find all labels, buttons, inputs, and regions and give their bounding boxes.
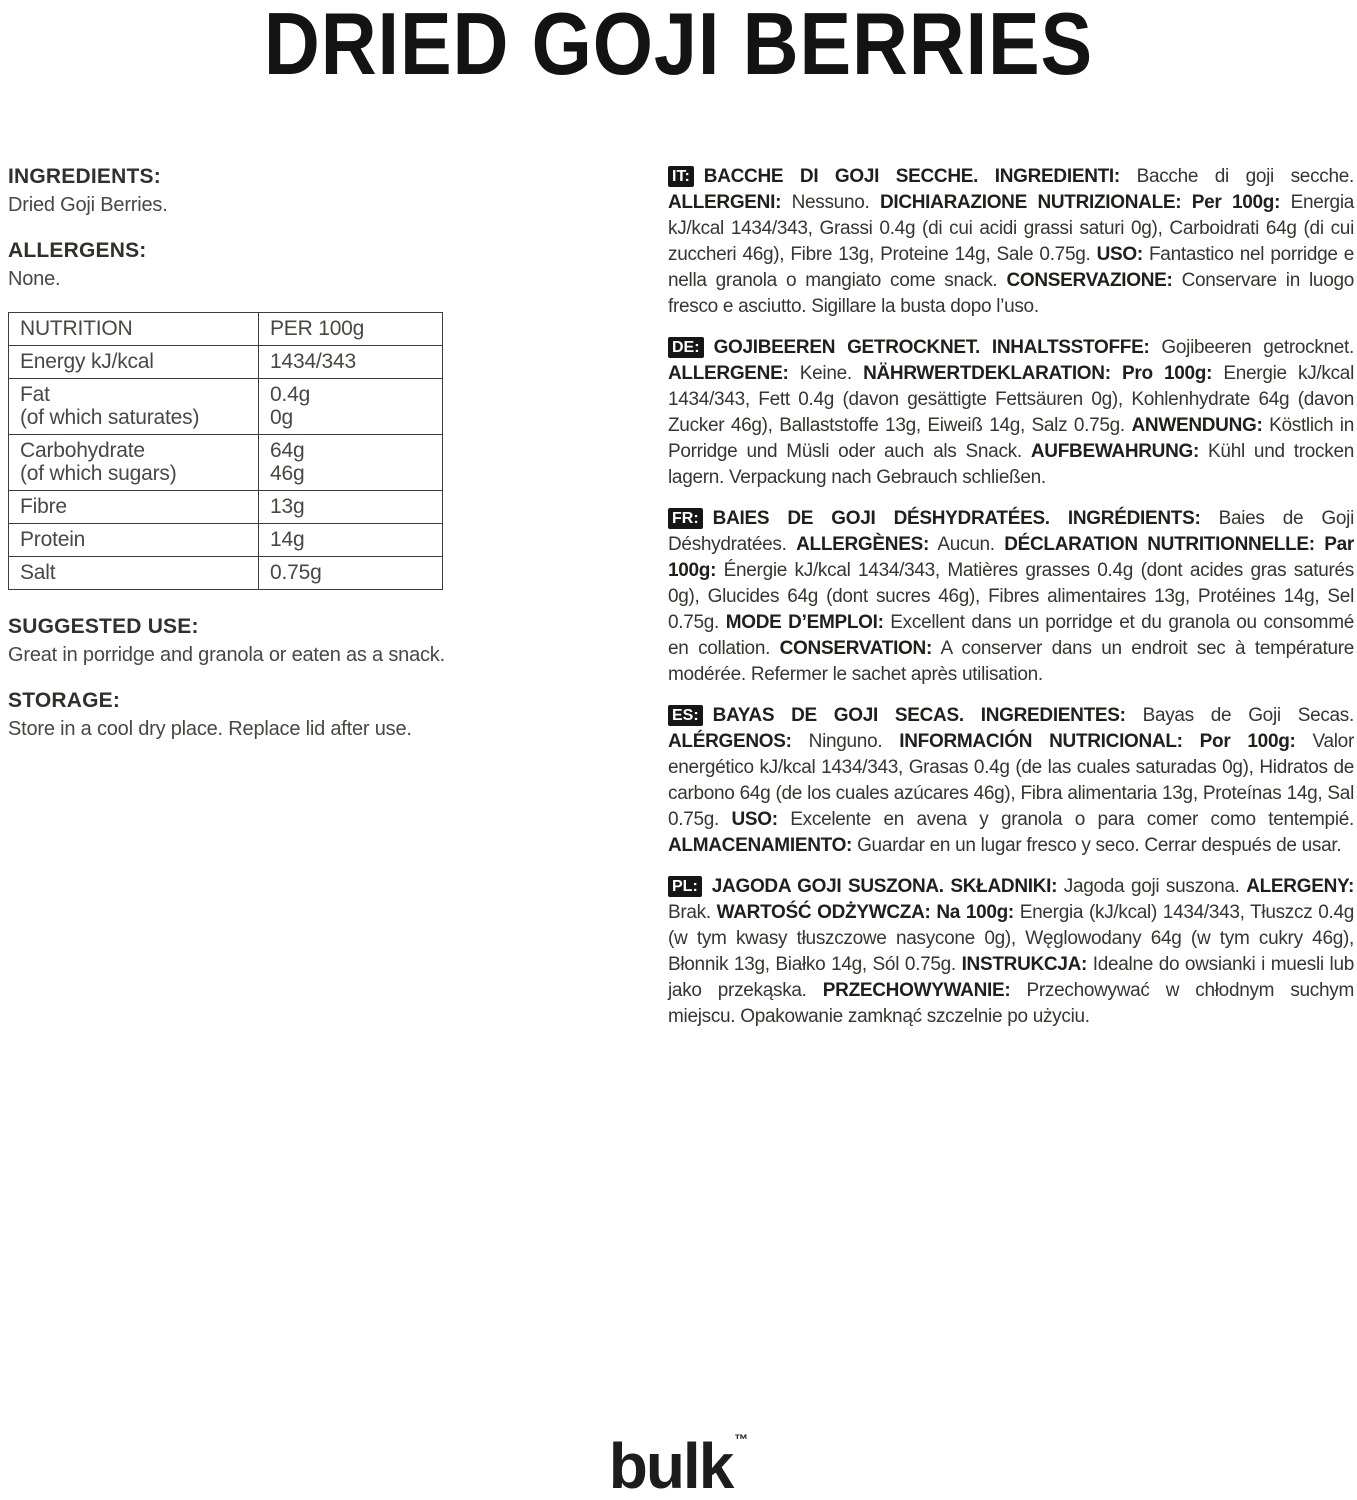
nutrition-row <box>9 379 443 435</box>
text-segment: A conserver dans un endroit sec à température modérée. Refermer le sachet après utilisation. <box>668 638 1355 685</box>
storage-text: Store in a cool dry place. Replace lid after use. <box>8 718 412 740</box>
text-segment: Brak. <box>668 902 717 923</box>
nutrition-row-label: Protein <box>9 524 259 557</box>
suggested-use-section <box>8 614 528 668</box>
text-segment: Bacche di goji secche. <box>1119 166 1354 187</box>
nutrition-row-label: Fibre <box>9 491 259 524</box>
lang-paragraph-pl <box>668 874 1354 1030</box>
bulk-logo-text: bulk <box>608 1430 733 1500</box>
text-segment: Aucun. <box>928 534 1005 555</box>
lang-paragraph-es <box>668 703 1354 859</box>
bold-segment: USO: <box>731 809 778 830</box>
nutrition-row-value: 64g 46g <box>259 435 443 491</box>
bold-segment: PRZECHOWYWANIE: <box>822 980 1011 1001</box>
nutrition-header-label: NUTRITION <box>9 313 259 346</box>
ingredients-section <box>8 164 528 218</box>
text-segment: Köstlich in Porridge und Müsli oder auch als Snack. <box>668 415 1354 462</box>
text-segment: Keine. <box>788 363 864 384</box>
bold-segment: ALLERGENI: <box>668 192 782 213</box>
bold-segment: ALLERGENE: <box>668 363 789 384</box>
text-segment: Jagoda goji suszona. <box>1057 876 1247 897</box>
bold-segment: DÉCLARATION NUTRITIONNELLE: Par 100g: <box>668 534 1354 581</box>
text-segment: Przechowywać w chłodnym suchym miejscu. Opakowanie zamknąć szczelnie po użyciu. <box>668 980 1354 1027</box>
suggested-use-heading: SUGGESTED USE: <box>8 615 199 638</box>
suggested-use-text: Great in porridge and granola or eaten as a snack. <box>8 644 445 666</box>
text-segment: Excellent dans un porridge et du granola ou consommé en collation. <box>668 612 1354 659</box>
text-segment: Énergie kJ/kcal 1434/343, Matières grasses 0.4g (dont acides gras saturés 0g), Glucides 64g (dont sucres 46g), Fibres alimentaires 13g, Protéines 14g, Sel 0.75g. <box>668 560 1354 633</box>
nutrition-table-body <box>9 346 443 590</box>
bold-segment: ALLERGÈNES: <box>796 534 929 555</box>
nutrition-row-label: Salt <box>9 557 259 590</box>
bold-segment: ALÉRGENOS: <box>668 731 792 752</box>
lang-badge-fr: FR: <box>668 508 703 529</box>
nutrition-row-value: 0.4g 0g <box>259 379 443 435</box>
storage-section <box>8 688 528 742</box>
left-column <box>8 164 528 762</box>
nutrition-header-row <box>9 313 443 346</box>
text-segment: Kühl und trocken lagern. Verpackung nach Gebrauch schließen. <box>668 441 1354 488</box>
nutrition-row <box>9 524 443 557</box>
text-segment: Conservare in luogo fresco e asciutto. Sigillare la busta dopo l’uso. <box>668 270 1355 317</box>
text-segment: Idealne do owsianki i muesli lub jako przekąska. <box>668 954 1354 1001</box>
storage-heading: STORAGE: <box>8 689 121 712</box>
right-column <box>668 164 1354 1045</box>
footer <box>0 1432 1357 1498</box>
nutrition-row-label: Energy kJ/kcal <box>9 346 259 379</box>
nutrition-row-value: 0.75g <box>259 557 443 590</box>
text-segment: Gojibeeren getrocknet. <box>1149 337 1355 358</box>
text-segment: Baies de Goji Déshydratées. <box>668 508 1354 555</box>
nutrition-row-value: 13g <box>259 491 443 524</box>
text-segment: Excelente en avena y granola o para comer como tentempié. <box>777 809 1354 830</box>
allergens-section <box>8 238 528 292</box>
bold-segment: AUFBEWAHRUNG: <box>1030 441 1200 462</box>
ingredients-text: Dried Goji Berries. <box>8 194 168 216</box>
bold-segment: MODE D’EMPLOI: <box>725 612 884 633</box>
nutrition-row-label: Fat (of which saturates) <box>9 379 259 435</box>
lang-badge-pl: PL: <box>668 876 702 897</box>
bulk-logo <box>609 1432 749 1498</box>
lang-badge-es: ES: <box>668 705 703 726</box>
lang-paragraph-it <box>668 164 1354 320</box>
nutrition-table <box>8 312 443 590</box>
bold-segment: GOJIBEEREN GETROCKNET. INHALTSSTOFFE: <box>713 337 1150 358</box>
lang-paragraph-de <box>668 335 1354 491</box>
bold-segment: ALERGENY: <box>1246 876 1354 897</box>
text-segment: Bayas de Goji Secas. <box>1125 705 1354 726</box>
nutrition-row <box>9 346 443 379</box>
nutrition-row <box>9 491 443 524</box>
text-segment: Guardar en un lugar fresco y seco. Cerrar después de usar. <box>852 835 1342 856</box>
bold-segment: JAGODA GOJI SUSZONA. SKŁADNIKI: <box>711 876 1058 897</box>
text-segment: Energie kJ/kcal 1434/343, Fett 0.4g (davon gesättigte Fettsäuren 0g), Kohlenhydrate 64g (davon Zucker 46g), Ballaststoffe 13g, Eiweiß 14g, Salz 0.75g. <box>668 363 1354 436</box>
nutrition-row-value: 14g <box>259 524 443 557</box>
bold-segment: WARTOŚĆ ODŻYWCZA: Na 100g: <box>716 902 1014 923</box>
bold-segment: ANWENDUNG: <box>1131 415 1263 436</box>
bold-segment: CONSERVATION: <box>779 638 932 659</box>
text-segment: Energia (kJ/kcal) 1434/343, Tłuszcz 0.4g (w tym kwasy tłuszczowe nasycone 0g), Węglowodany 64g (w tym cukry 46g), Błonnik 13g, Białko 14g, Sól 0.75g. <box>668 902 1354 975</box>
product-title: DRIED GOJI BERRIES <box>263 0 1094 93</box>
lang-paragraph-fr <box>668 506 1354 688</box>
nutrition-header-value: PER 100g <box>259 313 443 346</box>
bold-segment: USO: <box>1096 244 1143 265</box>
nutrition-row <box>9 557 443 590</box>
lang-badge-it: IT: <box>668 166 694 187</box>
lang-badge-de: DE: <box>668 337 704 358</box>
text-segment: Ninguno. <box>791 731 900 752</box>
text-segment: Energia kJ/kcal 1434/343, Grassi 0.4g (di cui acidi grassi saturi 0g), Carboidrati 64g (di cui zuccheri 46g), Fibre 13g, Proteine 14g, Sale 0.75g. <box>668 192 1355 265</box>
bold-segment: INSTRUKCJA: <box>961 954 1088 975</box>
bold-segment: ALMACENAMIENTO: <box>668 835 853 856</box>
nutrition-row <box>9 435 443 491</box>
nutrition-row-value: 1434/343 <box>259 346 443 379</box>
bold-segment: NÄHRWERTDEKLARATION: Pro 100g: <box>863 363 1213 384</box>
bold-segment: BAIES DE GOJI DÉSHYDRATÉES. INGRÉDIENTS: <box>712 508 1201 529</box>
ingredients-heading: INGREDIENTS: <box>8 165 161 188</box>
bold-segment: CONSERVAZIONE: <box>1006 270 1173 291</box>
allergens-text: None. <box>8 268 61 290</box>
bold-segment: BAYAS DE GOJI SECAS. INGREDIENTES: <box>712 705 1126 726</box>
bold-segment: DICHIARAZIONE NUTRIZIONALE: Per 100g: <box>879 192 1281 213</box>
allergens-heading: ALLERGENS: <box>8 239 147 262</box>
text-segment: Valor energético kJ/kcal 1434/343, Grasas 0.4g (de las cuales saturadas 0g), Hidratos de carbono 64g (de los cuales azúcares 46g), Fibra alimentaria 13g, Proteínas 14g, Sal 0.75g. <box>668 731 1354 830</box>
bold-segment: INFORMACIÓN NUTRICIONAL: Por 100g: <box>899 731 1296 752</box>
bold-segment: BACCHE DI GOJI SECCHE. INGREDIENTI: <box>703 166 1120 187</box>
nutrition-row-label: Carbohydrate (of which sugars) <box>9 435 259 491</box>
text-segment: Fantastico nel porridge e nella granola o mangiato come snack. <box>668 244 1354 291</box>
trademark-symbol: ™ <box>734 1431 749 1447</box>
text-segment: Nessuno. <box>781 192 880 213</box>
